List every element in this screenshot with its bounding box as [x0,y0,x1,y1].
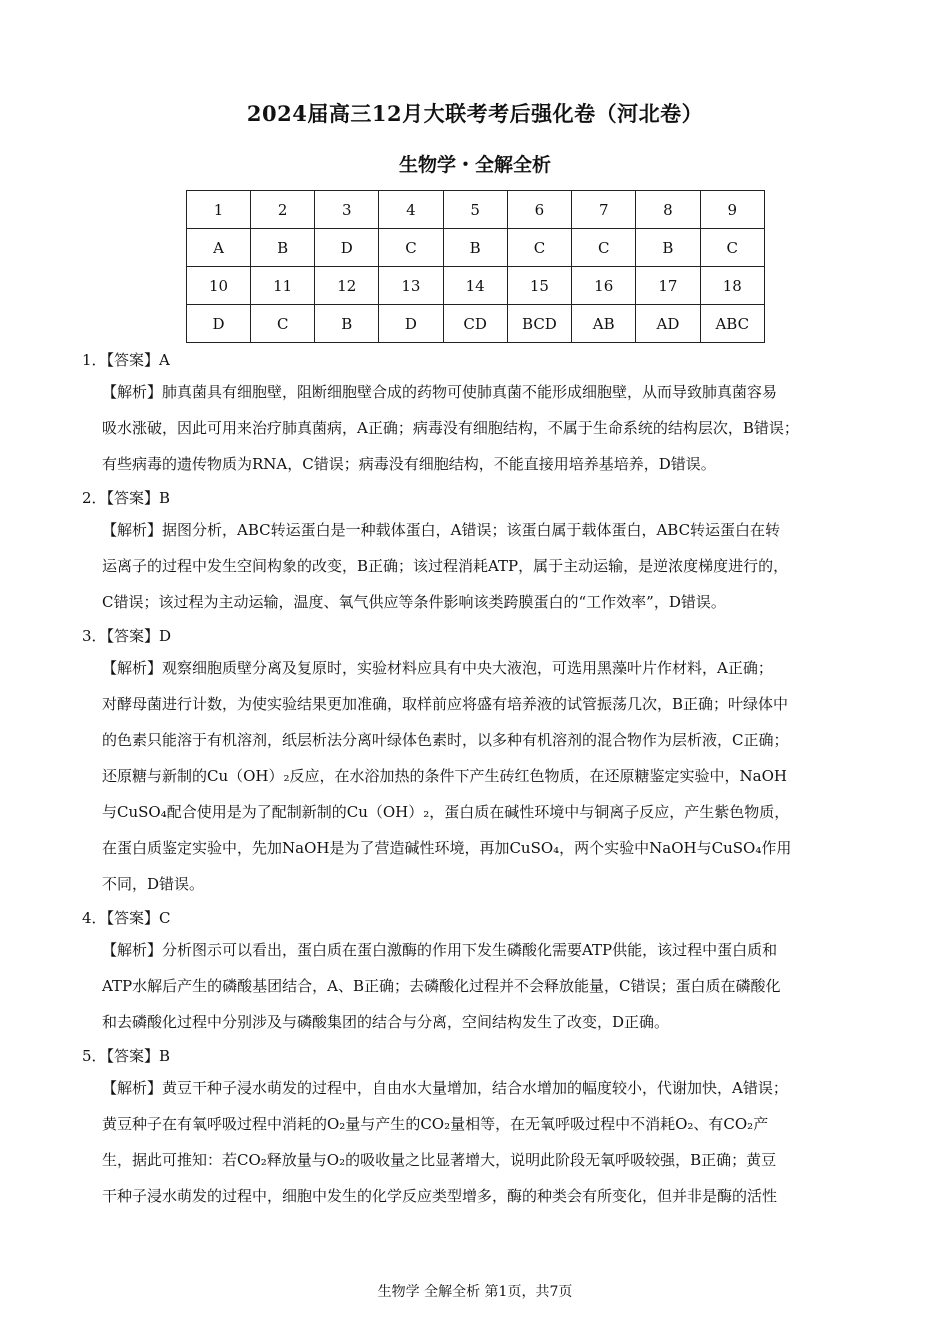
table-cell: 16 [572,267,636,305]
table-cell: D [379,305,443,343]
explanation-line: 对酵母菌进行计数，为使实验结果更加准确，取样前应将盛有培养液的试管振荡几次，B正确；叶绿体中 [102,695,789,713]
explanation-line: 和去磷酸化过程中分别涉及与磷酸集团的结合与分离，空间结构发生了改变，D正确。 [102,1013,670,1031]
explanation-line: 生，据此可推知：若CO₂释放量与O₂的吸收量之比显著增大，说明此阶段无氧呼吸较强，B正确；黄豆 [102,1151,777,1169]
table-cell: C [700,229,764,267]
explanation-line: 不同，D错误。 [102,875,205,893]
table-row [187,191,765,229]
table-cell: 1 [187,191,251,229]
table-row [187,267,765,305]
answer-heading: 4．【答案】C [82,909,171,927]
explanation-line: 有些病毒的遗传物质为RNA，C错误；病毒没有细胞结构，不能直接用培养基培养，D错误。 [102,455,716,473]
explanation-line: ATP水解后产生的磷酸基团结合，A、B正确；去磷酸化过程并不会释放能量，C错误；蛋白质在磷酸化 [102,977,781,995]
explanation-line: 在蛋白质鉴定实验中，先加NaOH是为了营造碱性环境，再加CuSO₄，两个实验中NaOH与CuSO₄作用 [102,839,792,857]
explanation [82,374,868,482]
explanation-line: 【解析】黄豆干种子浸水萌发的过程中，自由水大量增加，结合水增加的幅度较小，代谢加快，A错误； [102,1079,788,1097]
table-cell: ABC [700,305,764,343]
table-cell: D [187,305,251,343]
answer-heading: 5．【答案】B [82,1047,171,1065]
answer-heading: 2．【答案】B [82,489,171,507]
table-cell: C [507,229,571,267]
table-cell: 15 [507,267,571,305]
table-cell: 18 [700,267,764,305]
question-block [82,348,868,482]
table-cell: 4 [379,191,443,229]
table-cell: C [572,229,636,267]
table-cell: C [251,305,315,343]
table-cell: 17 [636,267,700,305]
table-cell: AB [572,305,636,343]
answer-table [186,190,765,343]
table-cell: D [315,229,379,267]
explanation [82,650,868,902]
table-cell: BCD [507,305,571,343]
table-row [187,305,765,343]
solutions-content [82,348,868,1218]
explanation-line: 与CuSO₄配合使用是为了配制新制的Cu（OH）₂，蛋白质在碱性环境中与铜离子反应，产生紫色物质， [102,803,790,821]
table-cell: 9 [700,191,764,229]
table-cell: AD [636,305,700,343]
question-block [82,1044,868,1214]
table-cell: B [443,229,507,267]
question-block [82,906,868,1040]
table-cell: 5 [443,191,507,229]
table-cell: 8 [636,191,700,229]
question-block [82,624,868,902]
table-cell: B [251,229,315,267]
table-cell: B [636,229,700,267]
answer-heading: 1．【答案】A [82,351,170,369]
explanation [82,512,868,620]
explanation-line: 【解析】肺真菌具有细胞壁，阻断细胞壁合成的药物可使肺真菌不能形成细胞壁，从而导致肺真菌容易 [102,383,778,401]
explanation-line: 干种子浸水萌发的过程中，细胞中发生的化学反应类型增多，酶的种类会有所变化，但并非是酶的活性 [102,1187,778,1205]
table-cell: B [315,305,379,343]
explanation-line: 【解析】分析图示可以看出，蛋白质在蛋白激酶的作用下发生磷酸化需要ATP供能，该过程中蛋白质和 [102,941,778,959]
table-cell: 2 [251,191,315,229]
explanation-line: 黄豆种子在有氧呼吸过程中消耗的O₂量与产生的CO₂量相等，在无氧呼吸过程中不消耗O₂、有CO₂产 [102,1115,769,1133]
table-cell: 11 [251,267,315,305]
table-cell: 3 [315,191,379,229]
explanation [82,1070,868,1214]
table-cell: C [379,229,443,267]
explanation-line: 的色素只能溶于有机溶剂，纸层析法分离叶绿体色素时，以多种有机溶剂的混合物作为层析液，C正确； [102,731,789,749]
explanation-line: 运离子的过程中发生空间构象的改变，B正确；该过程消耗ATP，属于主动运输，是逆浓度梯度进行的， [102,557,789,575]
table-cell: CD [443,305,507,343]
table-cell: 6 [507,191,571,229]
table-cell: A [187,229,251,267]
page-footer: 生物学 全解全析 第1页，共7页 [377,1284,573,1300]
table-row [187,229,765,267]
explanation-line: C错误；该过程为主动运输，温度、氧气供应等条件影响该类跨膜蛋白的“工作效率”，D错误。 [102,593,726,611]
table-cell: 12 [315,267,379,305]
table-cell: 7 [572,191,636,229]
table-cell: 13 [379,267,443,305]
explanation [82,932,868,1040]
explanation-line: 吸水涨破，因此可用来治疗肺真菌病，A正确；病毒没有细胞结构，不属于生命系统的结构层次，B错误； [102,419,799,437]
table-cell: 10 [187,267,251,305]
page-title: 2024届高三12月大联考考后强化卷（河北卷） [246,101,704,126]
explanation-line: 【解析】观察细胞质壁分离及复原时，实验材料应具有中央大液泡，可选用黑藻叶片作材料，A正确； [102,659,773,677]
page-subtitle: 生物学・全解全析 [398,154,551,176]
answer-heading: 3．【答案】D [82,627,172,645]
question-block [82,486,868,620]
explanation-line: 还原糖与新制的Cu（OH）₂反应，在水浴加热的条件下产生砖红色物质，在还原糖鉴定实验中，NaOH [102,767,787,785]
table-cell: 14 [443,267,507,305]
explanation-line: 【解析】据图分析，ABC转运蛋白是一种载体蛋白，A错误；该蛋白属于载体蛋白，ABC转运蛋白在转 [102,521,781,539]
